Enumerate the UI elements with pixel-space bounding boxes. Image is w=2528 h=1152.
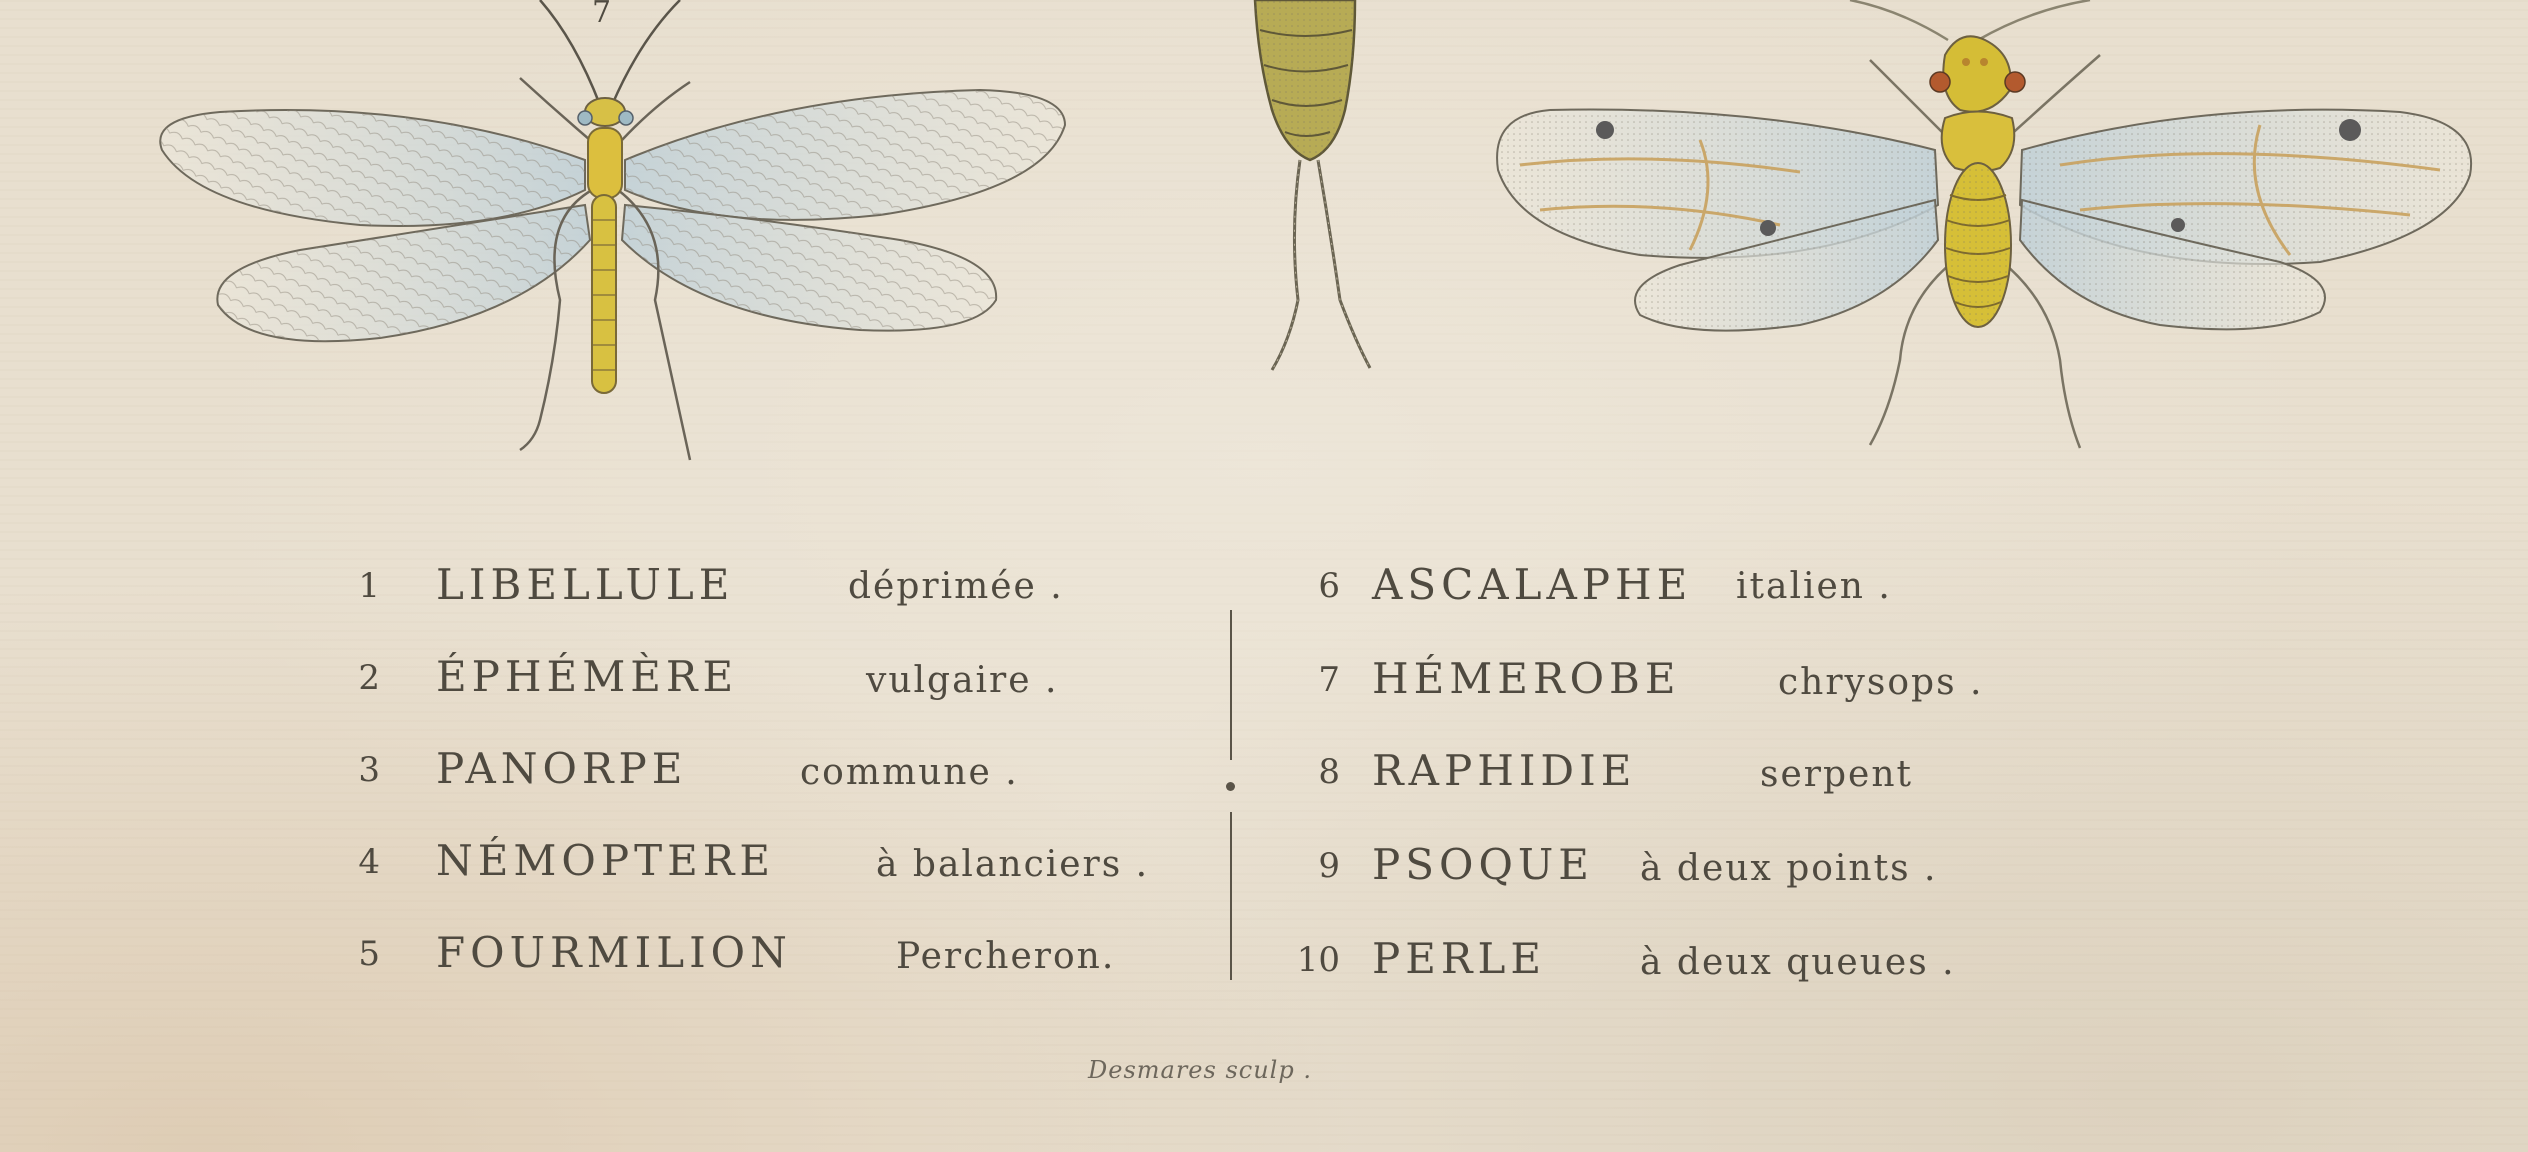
legend-genus: ÉPHÉMÈRE [436,652,739,701]
legend-species: Percheron. [896,936,1116,977]
legend-number: 9 [1318,846,1340,886]
legend-number: 8 [1318,752,1340,792]
legend-genus: PERLE [1372,934,1547,983]
legend-number: 7 [1318,660,1340,700]
legend-genus: PSOQUE [1372,840,1594,889]
legend-number: 5 [358,934,380,974]
legend-number: 4 [358,842,380,882]
legend-number: 6 [1318,566,1340,606]
legend-species: serpent [1760,754,1913,795]
legend-genus: LIBELLULE [436,560,735,609]
legend-species: commune . [800,752,1019,793]
legend-genus: ASCALAPHE [1372,560,1693,609]
legend-number: 2 [358,658,380,698]
legend-divider-lower [1230,812,1232,980]
stonefly-abdomen-figure [1255,0,1370,370]
legend-species: à balanciers . [876,844,1150,885]
legend-species: vulgaire . [866,660,1059,701]
legend-divider-upper [1230,610,1232,760]
engraver-credit: Desmares sculp . [1088,1056,1312,1084]
legend-species: italien . [1736,566,1892,607]
legend-number: 10 [1296,940,1340,980]
legend-genus: HÉMEROBE [1372,654,1681,703]
legend-species: chrysops . [1778,662,1984,703]
lacewing-figure [160,0,1065,460]
psocid-figure [1497,0,2471,448]
legend-species: à deux queues . [1640,942,1956,983]
legend-genus: PANORPE [436,744,688,793]
legend-genus: RAPHIDIE [1372,746,1637,795]
legend-number: 3 [358,750,380,790]
figure-number: 7 [592,0,612,30]
legend-divider-dot [1226,782,1235,791]
legend-species: à deux points . [1640,848,1938,889]
legend-species: déprimée . [848,566,1064,607]
legend-genus: NÉMOPTERE [436,836,776,885]
legend-number: 1 [358,566,380,606]
legend-genus: FOURMILION [436,928,792,977]
